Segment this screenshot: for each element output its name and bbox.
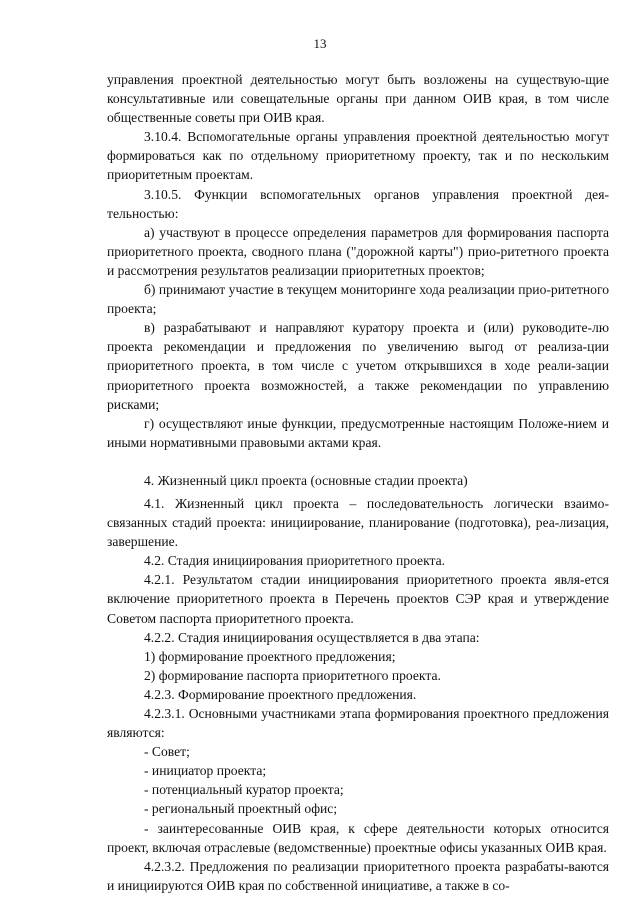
paragraph: 4.2.3. Формирование проектного предложения. bbox=[144, 686, 417, 702]
paragraph: а) участвуют в процессе определения параметров для формирования паспорта приоритетного проекта, сводного плана ("дорожной карты") прио-ритетного проекта и рассмотрения результатов реализации приоритетных проектов; bbox=[107, 224, 609, 278]
paragraph: в) разрабатывают и направляют куратору проекта и (или) руководите-лю проекта рекомендации и предложения по увеличению выгод от реализа-ции приоритетного проекта, в том числе с учетом открывшихся в ходе реали-зации приоритетного проекта возможностей, а также рекомендации по управлению рисками; bbox=[107, 320, 609, 412]
paragraph: 4.2.2. Стадия инициирования осуществляется в два этапа: bbox=[144, 629, 480, 645]
paragraph: - региональный проектный офис; bbox=[144, 801, 338, 817]
paragraph: - Совет; bbox=[144, 744, 190, 760]
document-body bbox=[107, 70, 609, 895]
page-number: 13 bbox=[313, 36, 327, 51]
paragraph: - инициатор проекта; bbox=[144, 763, 267, 779]
paragraph: управления проектной деятельностью могут быть возложены на существую-щие консультативные или совещательные органы при данном ОИВ края, в том числе общественные советы при ОИВ края. bbox=[107, 72, 609, 126]
paragraph: 3.10.4. Вспомогательные органы управления проектной деятельностью могут формироваться как по отдельному приоритетному проекту, так и по нескольким приоритетным проектам. bbox=[107, 129, 609, 183]
section-heading: 4. Жизненный цикл проекта (основные стадии проекта) bbox=[144, 472, 468, 488]
paragraph: 4.2.3.1. Основными участниками этапа формирования проектного предложения являются: bbox=[107, 706, 609, 741]
paragraph: г) осуществляют иные функции, предусмотренные настоящим Положе-нием и иными нормативными правовыми актами края. bbox=[107, 415, 609, 450]
paragraph: - потенциальный куратор проекта; bbox=[144, 782, 344, 798]
paragraph: 3.10.5. Функции вспомогательных органов управления проектной дея-тельностью: bbox=[107, 186, 609, 221]
paragraph: 4.2.1. Результатом стадии инициирования приоритетного проекта явля-ется включение приоритетного проекта в Перечень проектов СЭР края и утверждение Советом паспорта приоритетного проекта. bbox=[107, 572, 609, 626]
paragraph: 1) формирование проектного предложения; bbox=[144, 648, 396, 664]
paragraph: 4.2. Стадия инициирования приоритетного проекта. bbox=[144, 553, 446, 569]
paragraph: 4.2.3.2. Предложения по реализации приоритетного проекта разрабаты-ваются и инициируются ОИВ края по собственной инициативе, а также в со- bbox=[107, 858, 609, 893]
paragraph: б) принимают участие в текущем мониторинге хода реализации прио-ритетного проекта; bbox=[107, 282, 609, 317]
paragraph: 4.1. Жизненный цикл проекта – последовательность логически взаимо-связанных стадий проекта: инициирование, планирование (подготовка), реа-лизация, завершение. bbox=[107, 495, 609, 550]
paragraph: 2) формирование паспорта приоритетного проекта. bbox=[144, 667, 441, 683]
paragraph: - заинтересованные ОИВ края, к сфере деятельности которых относится проект, включая отраслевые (ведомственные) проектные офисы указанных ОИВ края. bbox=[107, 820, 609, 855]
